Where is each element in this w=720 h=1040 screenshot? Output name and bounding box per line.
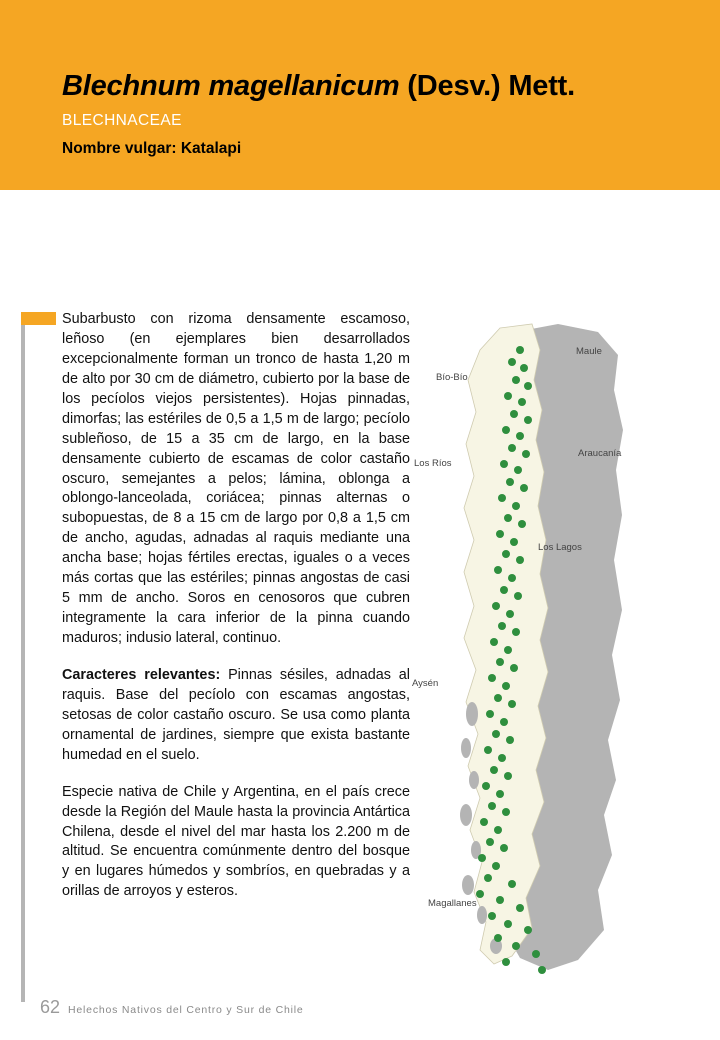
relevant-characters-label: Caracteres relevantes:: [62, 666, 229, 683]
distribution-map-svg: [408, 310, 703, 990]
common-name-row: [62, 140, 682, 158]
page-title: [62, 70, 682, 103]
page-number: 62: [40, 997, 61, 1017]
species-authority: (Desv.) Mett.: [399, 70, 575, 102]
region-label-los-lagos: Los Lagos: [538, 542, 582, 553]
relevant-characters-text: Pinnas sésiles, adnadas al raquis. Base del pecíolo con escamas angostas, setosas de color castaño oscuro. Se usa como planta ornamental de jardines, siempre que exista bastante humedad en el suelo.: [62, 666, 410, 763]
region-label-los-rios: Los Ríos: [414, 458, 452, 469]
paragraph-description: Subarbusto con rizoma densamente escamoso, leñoso (en ejemplares bien desarrollados excepcionalmente forman un tronco de hasta 1,20 m de alto por 30 cm de diámetro, cubierto por la base de los pecíolos viejos persistentes). Hojas pinnadas, dimorfas; las estériles de 0,5 a 1,5 m de largo; pecíolo subleñoso, de 15 a 35 cm de largo, en la base densamente cubierto de escamas de color castaño oscuro, semejantes a pelos; lámina, oblonga a oblongo-lanceolada, coriácea; pinnas alternas o subopuestas, de 8 a 15 cm de largo por 0,8 a 1,5 cm de ancho, agudas, adnadas al raquis mediante una ancha base; hojas fértiles erectas, iguales o a veces más cortas que las estériles; pinnas angostas de casi 5 mm de ancho. Soros en cenosoros que cubren integramente la cara inferior de la pinna cuando maduros; indusio lateral, continuo.: [62, 311, 410, 646]
scientific-name: Blechnum magellanicum: [62, 70, 400, 102]
region-label-araucania: Araucanía: [578, 448, 622, 459]
region-label-magallanes: Magallanes: [428, 898, 477, 909]
paragraph-relevant-characters: [62, 666, 410, 766]
region-label-maule: Maule: [576, 346, 602, 357]
distribution-map: [408, 310, 703, 990]
page-footer: [40, 997, 304, 1018]
common-name-label: Nombre vulgar:: [62, 140, 181, 158]
region-label-aysen: Aysén: [412, 678, 439, 689]
common-name-value: Katalapi: [180, 140, 242, 158]
region-label-biobio: Bío-Bío: [436, 372, 468, 383]
description-column: [62, 310, 410, 902]
footer-book-title: Helechos Nativos del Centro y Sur de Chile: [68, 1004, 304, 1016]
header-band: [0, 0, 720, 190]
family-name: BLECHNACEAE: [62, 112, 182, 130]
left-vertical-rule: [21, 312, 25, 1002]
map-chile-land: [464, 324, 548, 964]
paragraph-distribution: Especie nativa de Chile y Argentina, en el país crece desde la Región del Maule hasta la provincia Antártica Chilena, desde el nivel del mar hasta los 2.200 m de altitud. Se encuentra comúnmente dentro del bosque y en lugares húmedos y sombríos, en quebradas y a orillas de arroyos y esteros.: [62, 783, 410, 900]
orange-accent-tab: [21, 312, 56, 325]
header-content: [62, 70, 682, 158]
